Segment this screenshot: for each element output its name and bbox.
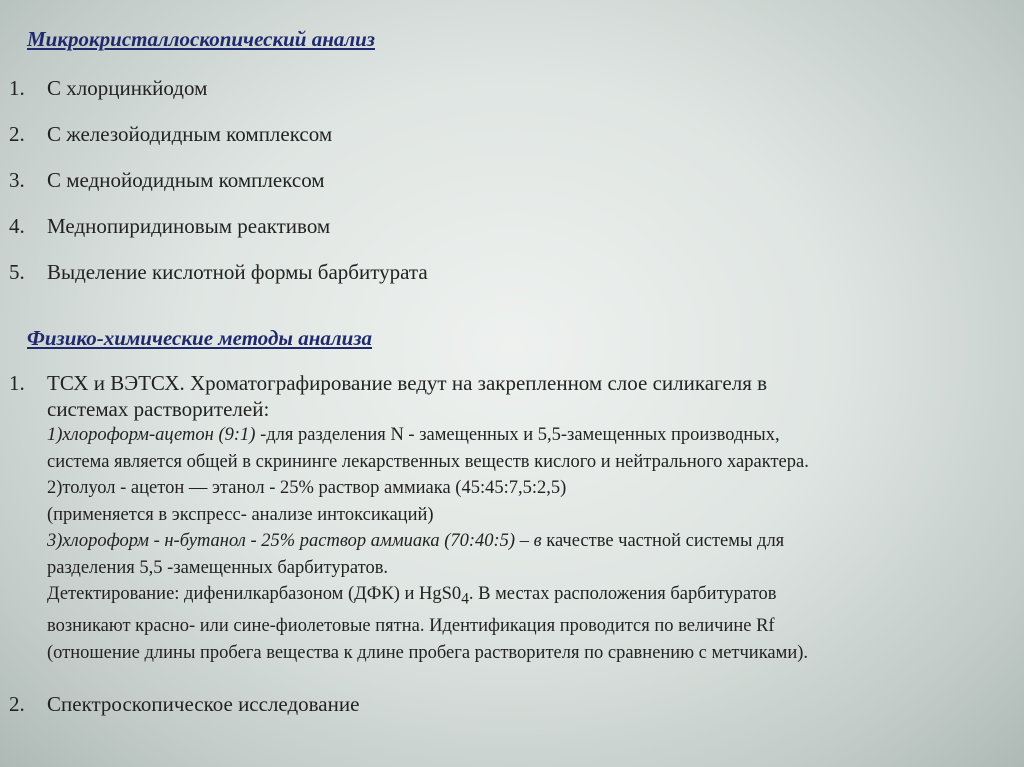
item-text: С железойодидным комплексом (47, 122, 333, 146)
detection-line-3: (отношение длины пробега вещества к длине пробега растворителя по сравнению с метчиками). (47, 642, 809, 663)
detection-text: Детектирование: дифенилкарбазоном (ДФК) и HgS0 (47, 584, 462, 604)
item-text: С меднойодидным комплексом (47, 168, 325, 192)
list-item-spectroscopy (9, 692, 359, 716)
item-text: С хлорцинкйодом (47, 76, 208, 100)
item-number: 2. (9, 692, 25, 716)
system-2-solvent: 2)толуол - ацетон — этанол - 25% раствор аммиака (45:45:7,5:2,5) (47, 478, 567, 498)
list-item-tlc (9, 370, 809, 666)
system-3-solvent: 3)хлороформ - н-бутанол - 25% раствор аммиака (70:40:5) – в (47, 531, 542, 551)
system-2-purpose: (применяется в экспресс- анализе интоксикаций) (47, 504, 434, 525)
system-3 (47, 528, 809, 555)
section-title-microcrystalloscopic: Микрокристаллоскопический анализ (27, 27, 375, 51)
system-1-purpose: -для разделения N - замещенных и 5,5-замещенных производных, (255, 425, 780, 445)
detection-line-2: возникают красно- или сине-фиолетовые пятна. Идентификация проводится по величине Rf (47, 616, 775, 637)
system-1-line-2: система является общей в скрининге лекарственных веществ кислого и нейтрального характера. (47, 451, 809, 472)
subscript: 4 (461, 590, 469, 608)
detection-text-end: . В местах расположения барбитуратов (468, 584, 777, 604)
list-item (9, 122, 428, 168)
system-1 (47, 422, 809, 449)
microcrystalloscopic-list (9, 76, 428, 306)
item-number: 2. (9, 122, 25, 146)
item-number: 5. (9, 260, 25, 284)
detection-line-1 (47, 581, 809, 613)
list-item (9, 168, 428, 214)
system-3-purpose: качестве частной системы для (541, 531, 785, 551)
list-item (9, 260, 428, 306)
item-number: 1. (9, 371, 25, 395)
list-item (9, 76, 428, 122)
item-text: Меднопиридиновым реактивом (47, 214, 331, 238)
physicochemical-list (9, 370, 809, 666)
system-3-line-2: разделения 5,5 -замещенных барбитуратов. (47, 557, 389, 578)
section-title-physicochemical: Физико-химические методы анализа (27, 326, 373, 350)
item-number: 3. (9, 168, 25, 192)
list-item (9, 214, 428, 260)
item-text: Спектроскопическое исследование (47, 692, 360, 716)
item-number: 4. (9, 214, 25, 238)
tlc-line-2: системах растворителей: (47, 397, 270, 421)
system-1-solvent: 1)хлороформ-ацетон (9:1) (47, 425, 256, 445)
item-number: 1. (9, 76, 25, 100)
item-text: Выделение кислотной формы барбитурата (47, 260, 428, 284)
tlc-line-1: ТСХ и ВЭТСХ. Хроматографирование ведут на закрепленном слое силикагеля в (47, 371, 768, 395)
